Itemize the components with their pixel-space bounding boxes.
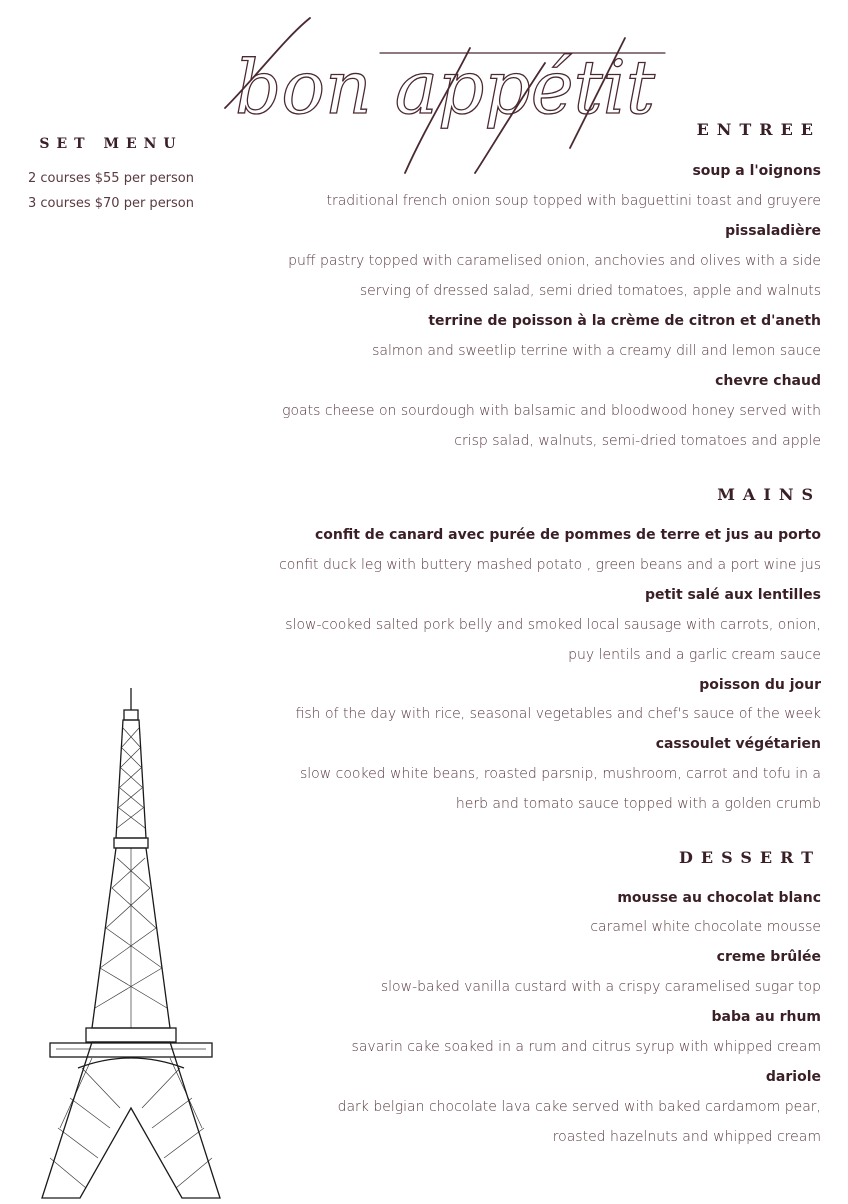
dish-name: mousse au chocolat blanc <box>617 890 821 906</box>
dish-name: dariole <box>765 1069 821 1085</box>
title-text: bon appétit <box>235 45 656 131</box>
section-title-mains: MAINS <box>717 485 821 504</box>
dish-desc: caramel white chocolate mousse <box>590 919 821 935</box>
dish-desc: goats cheese on sourdough with balsamic and bloodwood honey served with <box>282 403 821 419</box>
dish-desc: traditional french onion soup topped with baguettini toast and gruyere <box>326 193 821 209</box>
dish-name: pissaladière <box>725 223 821 239</box>
section-title-dessert: DESSERT <box>679 848 821 867</box>
set-menu-heading: SET MENU <box>39 136 183 152</box>
set-menu <box>16 136 206 216</box>
dish-desc: roasted hazelnuts and whipped cream <box>552 1129 821 1145</box>
menu-title <box>215 8 695 178</box>
dish-desc: savarin cake soaked in a rum and citrus syrup with whipped cream <box>351 1039 821 1055</box>
dish-desc: salmon and sweetlip terrine with a creamy dill and lemon sauce <box>372 343 821 359</box>
eiffel-tower-icon <box>20 688 270 1200</box>
dish-desc: herb and tomato sauce topped with a golden crumb <box>455 796 821 812</box>
dish-name: cassoulet végétarien <box>655 736 821 752</box>
dish-desc: slow-cooked salted pork belly and smoked local sausage with carrots, onion, <box>285 617 821 633</box>
dish-desc: slow cooked white beans, roasted parsnip, mushroom, carrot and tofu in a <box>299 766 821 782</box>
dish-name: petit salé aux lentilles <box>644 587 821 603</box>
dish-name: chevre chaud <box>715 373 821 389</box>
dish-desc: puy lentils and a garlic cream sauce <box>568 647 821 663</box>
dish-desc: fish of the day with rice, seasonal vegetables and chef's sauce of the week <box>295 706 821 722</box>
dish-name: terrine de poisson à la crème de citron et d'aneth <box>428 313 821 329</box>
dish-desc: serving of dressed salad, semi dried tomatoes, apple and walnuts <box>359 283 821 299</box>
section-title-entree: ENTREE <box>696 120 821 139</box>
set-menu-price: 2 courses $55 per person <box>28 171 194 186</box>
dish-name: soup a l'oignons <box>692 163 821 179</box>
dish-desc: slow-baked vanilla custard with a crispy caramelised sugar top <box>380 979 821 995</box>
dish-desc: confit duck leg with buttery mashed potato , green beans and a port wine jus <box>279 557 821 573</box>
set-menu-price: 3 courses $70 per person <box>28 196 194 211</box>
dish-desc: dark belgian chocolate lava cake served with baked cardamom pear, <box>337 1099 821 1115</box>
dish-desc: crisp salad, walnuts, semi-dried tomatoes and apple <box>454 433 821 449</box>
dish-name: baba au rhum <box>711 1009 821 1025</box>
dish-name: confit de canard avec purée de pommes de terre et jus au porto <box>314 527 821 543</box>
dish-name: poisson du jour <box>699 677 821 693</box>
dish-name: creme brûlée <box>716 949 821 965</box>
dish-desc: puff pastry topped with caramelised onion, anchovies and olives with a side <box>288 253 821 269</box>
eiffel-tower-illustration <box>20 688 270 1200</box>
